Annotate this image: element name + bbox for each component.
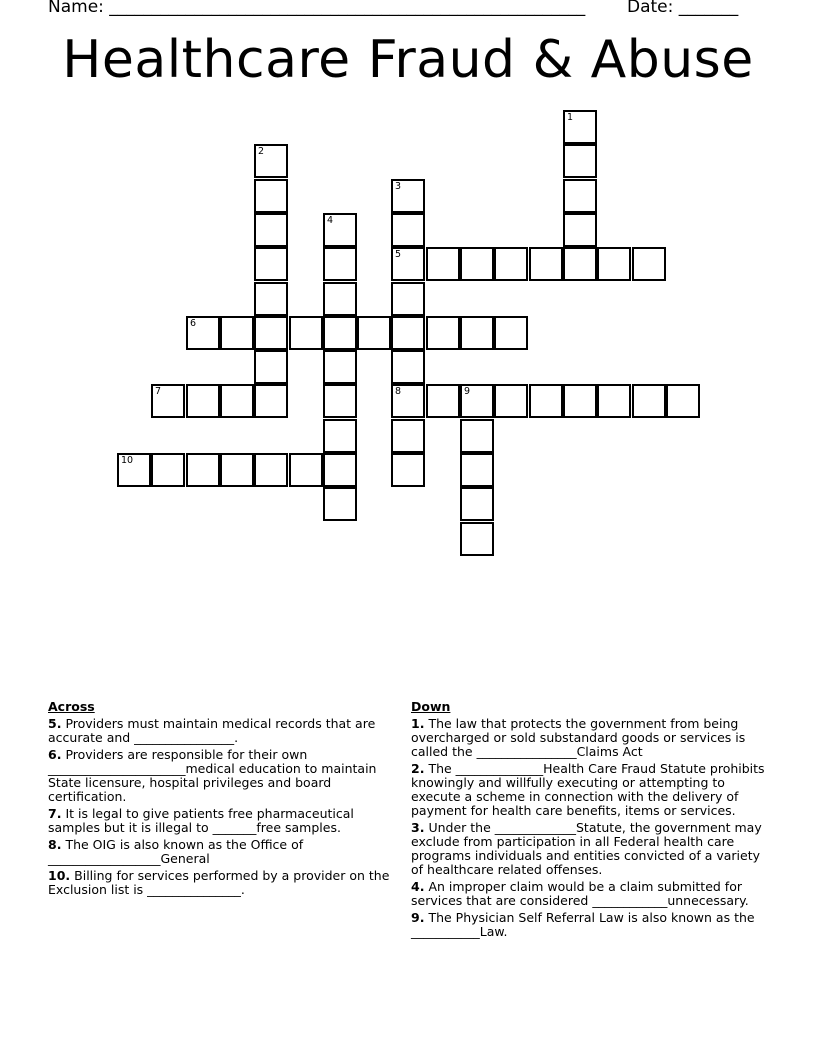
grid-cell[interactable] <box>391 419 425 453</box>
grid-cell[interactable] <box>426 316 460 350</box>
grid-cell[interactable] <box>323 316 357 350</box>
grid-cell[interactable] <box>391 247 425 281</box>
grid-cell[interactable] <box>391 316 425 350</box>
grid-cell[interactable] <box>151 384 185 418</box>
grid-cell[interactable] <box>254 316 288 350</box>
grid-cell[interactable] <box>254 350 288 384</box>
grid-cell[interactable] <box>426 247 460 281</box>
grid-cell[interactable] <box>391 282 425 316</box>
date-field[interactable]: Date: _______ <box>627 0 739 17</box>
grid-cell[interactable] <box>563 213 597 247</box>
grid-cell[interactable] <box>391 213 425 247</box>
grid-cell[interactable] <box>186 384 220 418</box>
clue-text: It is legal to give patients free pharmaceutical samples but it is illegal to _______free samples. <box>48 806 354 835</box>
clue-text: An improper claim would be a claim submitted for services that are considered ____________unnecessary. <box>411 879 749 908</box>
grid-cell[interactable] <box>220 453 254 487</box>
across-heading: Across <box>48 699 95 714</box>
grid-cell[interactable] <box>254 213 288 247</box>
grid-cell[interactable] <box>563 247 597 281</box>
grid-cell[interactable] <box>323 419 357 453</box>
grid-cell[interactable] <box>460 247 494 281</box>
clue-down-1 <box>411 717 773 759</box>
clue-number-label: 10 <box>121 455 134 466</box>
clue-number-label: 2 <box>258 146 265 157</box>
grid-cell[interactable] <box>632 384 666 418</box>
grid-cell[interactable] <box>597 247 631 281</box>
clue-number: 2. <box>411 761 425 776</box>
grid-cell[interactable] <box>666 384 700 418</box>
grid-cell[interactable] <box>632 247 666 281</box>
clue-text: Under the _____________Statute, the government may exclude from participation in all Federal health care programs individuals and entities convicted of a variety of healthcare related offenses. <box>411 820 762 877</box>
clue-down-2 <box>411 762 773 818</box>
clue-number-label: 8 <box>395 386 402 397</box>
grid-cell[interactable] <box>289 316 323 350</box>
grid-cell[interactable] <box>563 179 597 213</box>
grid-cell[interactable] <box>391 453 425 487</box>
grid-cell[interactable] <box>117 453 151 487</box>
clue-number-label: 5 <box>395 249 402 260</box>
clue-number: 8. <box>48 837 62 852</box>
grid-cell[interactable] <box>254 247 288 281</box>
across-clues <box>48 700 400 900</box>
clue-down-9 <box>411 911 773 939</box>
grid-cell[interactable] <box>494 247 528 281</box>
clue-number: 9. <box>411 910 425 925</box>
grid-cell[interactable] <box>391 350 425 384</box>
grid-cell[interactable] <box>460 384 494 418</box>
grid-cell[interactable] <box>357 316 391 350</box>
clue-across-5 <box>48 717 400 745</box>
grid-cell[interactable] <box>529 384 563 418</box>
clue-text: Providers must maintain medical records that are accurate and ________________. <box>48 716 376 745</box>
grid-cell[interactable] <box>323 350 357 384</box>
grid-cell[interactable] <box>323 384 357 418</box>
grid-cell[interactable] <box>186 453 220 487</box>
grid-cell[interactable] <box>391 179 425 213</box>
clue-text: The ______________Health Care Fraud Statute prohibits knowingly and willfully executing or attempting to execute a scheme in connection with the delivery of payment for health care benefits, items or services. <box>411 761 765 818</box>
grid-cell[interactable] <box>323 282 357 316</box>
grid-cell[interactable] <box>563 384 597 418</box>
clue-across-10 <box>48 869 400 897</box>
clue-text: The Physician Self Referral Law is also known as the ___________Law. <box>411 910 755 939</box>
grid-cell[interactable] <box>391 384 425 418</box>
grid-cell[interactable] <box>254 282 288 316</box>
grid-cell[interactable] <box>254 144 288 178</box>
clue-number: 3. <box>411 820 425 835</box>
grid-cell[interactable] <box>254 384 288 418</box>
clue-text: Providers are responsible for their own ______________________medical education to maintain State licensure, hospital privileges and board certification. <box>48 747 377 804</box>
grid-cell[interactable] <box>254 453 288 487</box>
clue-text: Billing for services performed by a provider on the Exclusion list is _______________. <box>48 868 390 897</box>
puzzle-title: Healthcare Fraud & Abuse <box>62 30 754 90</box>
grid-cell[interactable] <box>289 453 323 487</box>
clue-across-8 <box>48 838 400 866</box>
clue-number-label: 6 <box>190 318 197 329</box>
grid-cell[interactable] <box>563 144 597 178</box>
clue-number: 4. <box>411 879 425 894</box>
grid-cell[interactable] <box>323 453 357 487</box>
clue-down-4 <box>411 880 773 908</box>
clue-number: 1. <box>411 716 425 731</box>
grid-cell[interactable] <box>186 316 220 350</box>
clue-across-6 <box>48 748 400 804</box>
down-heading: Down <box>411 699 451 714</box>
grid-cell[interactable] <box>563 110 597 144</box>
grid-cell[interactable] <box>323 487 357 521</box>
clue-number: 5. <box>48 716 62 731</box>
grid-cell[interactable] <box>460 419 494 453</box>
grid-cell[interactable] <box>460 453 494 487</box>
clue-number-label: 9 <box>464 386 471 397</box>
grid-cell[interactable] <box>151 453 185 487</box>
grid-cell[interactable] <box>597 384 631 418</box>
clue-number: 6. <box>48 747 62 762</box>
clue-across-7 <box>48 807 400 835</box>
clue-number-label: 4 <box>327 215 334 226</box>
grid-cell[interactable] <box>494 316 528 350</box>
grid-cell[interactable] <box>460 316 494 350</box>
grid-cell[interactable] <box>220 316 254 350</box>
down-clues <box>411 700 773 942</box>
clue-number: 7. <box>48 806 62 821</box>
clue-text: The law that protects the government from being overcharged or sold substandard goods or services is called the ________________Claims Act <box>411 716 746 759</box>
clue-text: The OIG is also known as the Office of __________________General <box>48 837 304 866</box>
grid-cell[interactable] <box>494 384 528 418</box>
clue-number-label: 3 <box>395 181 402 192</box>
grid-cell[interactable] <box>254 179 288 213</box>
grid-cell[interactable] <box>460 487 494 521</box>
clue-down-3 <box>411 821 773 877</box>
name-field[interactable]: Name: ________________________________________________________ <box>48 0 586 17</box>
grid-cell[interactable] <box>460 522 494 556</box>
grid-cell[interactable] <box>426 384 460 418</box>
clue-number: 10. <box>48 868 71 883</box>
grid-cell[interactable] <box>323 247 357 281</box>
grid-cell[interactable] <box>323 213 357 247</box>
grid-cell[interactable] <box>220 384 254 418</box>
clue-number-label: 7 <box>155 386 162 397</box>
clue-number-label: 1 <box>567 112 574 123</box>
grid-cell[interactable] <box>529 247 563 281</box>
